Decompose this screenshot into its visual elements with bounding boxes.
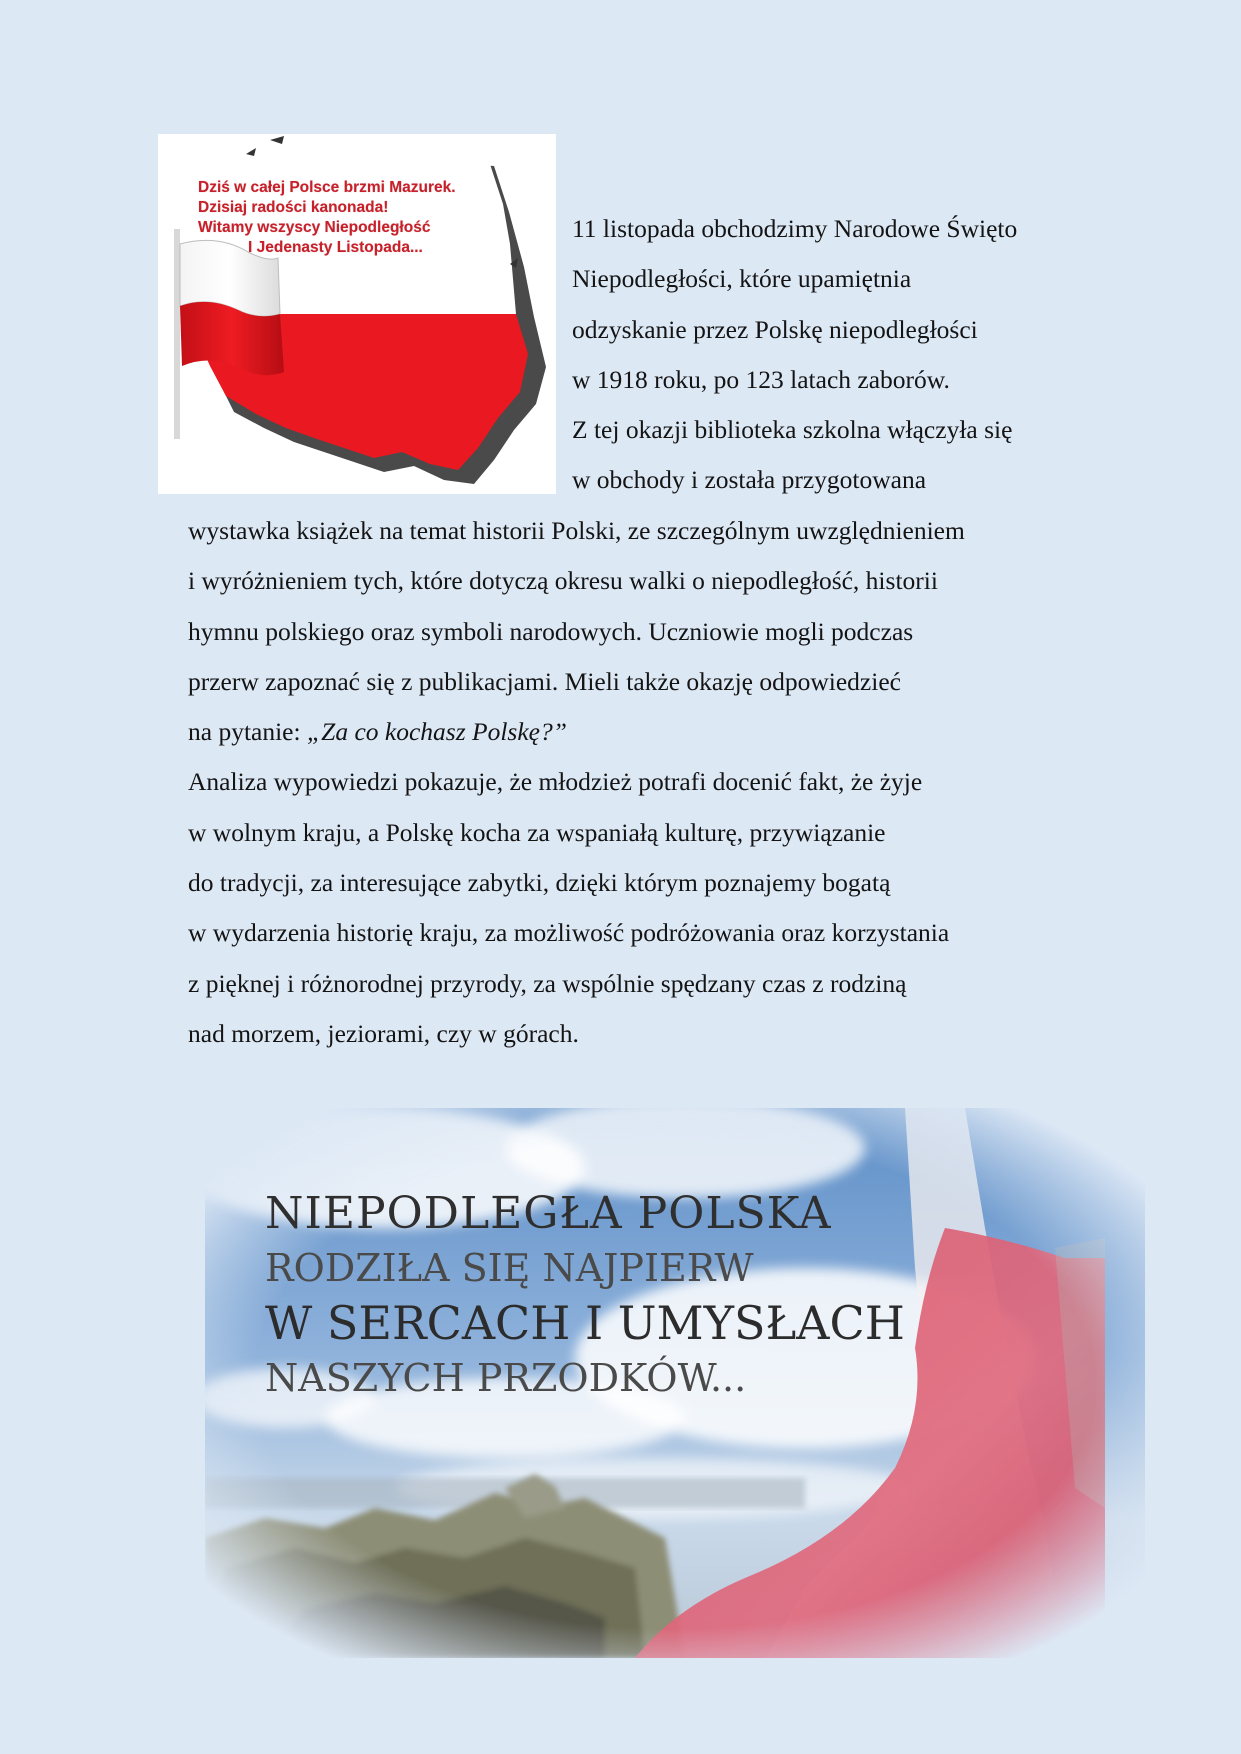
poem-line: Witamy wszyscy Niepodległość bbox=[198, 219, 431, 236]
banner-line: W SERCACH I UMYSŁACH bbox=[265, 1296, 905, 1350]
question-prefix: na pytanie: bbox=[188, 717, 307, 747]
banner-line: RODZIŁA SIĘ NAJPIERW bbox=[265, 1246, 754, 1290]
text-line: z pięknej i różnorodnej przyrody, za wspólnie spędzany czas z rodziną bbox=[188, 968, 907, 998]
question-line bbox=[188, 707, 965, 757]
text-line: Analiza wypowiedzi pokazuje, że młodzież potrafi docenić fakt, że żyje bbox=[188, 767, 923, 797]
poem-line: Dziś w całej Polsce brzmi Mazurek. bbox=[198, 179, 456, 196]
text-line: wystawka książek na temat historii Polski, ze szczególnym uwzględnieniem bbox=[188, 516, 965, 545]
intro-paragraph bbox=[572, 204, 1017, 506]
flag-pole bbox=[174, 229, 180, 439]
text-line: do tradycji, za interesujące zabytki, dzięki którym poznajemy bogatą bbox=[188, 868, 891, 898]
poem-line: I Jedenasty Listopada... bbox=[248, 239, 423, 256]
text-line: Z tej okazji biblioteka szkolna włączyła się bbox=[572, 415, 1013, 445]
banner-caption bbox=[265, 1186, 905, 1404]
text-line: w wydarzenia historię kraju, za możliwość podróżowania oraz korzystania bbox=[188, 918, 950, 948]
text-line: odzyskanie przez Polskę niepodległości bbox=[572, 314, 978, 344]
text-line: i wyróżnieniem tych, które dotyczą okresu walki o niepodległość, historii bbox=[188, 566, 938, 596]
independence-banner-image bbox=[205, 1108, 1145, 1658]
banner-line: NIEPODLEGŁA POLSKA bbox=[265, 1188, 832, 1239]
text-line: nad morzem, jeziorami, czy w górach. bbox=[188, 1018, 579, 1048]
poland-map-image bbox=[158, 134, 556, 494]
question-quote: „Za co kochasz Polskę?” bbox=[306, 717, 567, 747]
text-line: w wolnym kraju, a Polskę kocha za wspaniałą kulturę, przywiązanie bbox=[188, 817, 886, 847]
main-paragraph bbox=[188, 506, 965, 1059]
text-line: Niepodległości, które upamiętnia bbox=[572, 264, 912, 294]
text-line: hymnu polskiego oraz symboli narodowych. Uczniowie mogli podczas bbox=[188, 616, 914, 646]
text-line: 11 listopada obchodzimy Narodowe Święto bbox=[572, 214, 1018, 243]
text-line: w 1918 roku, po 123 latach zaborów. bbox=[572, 364, 950, 394]
text-line: w obchody i została przygotowana bbox=[572, 465, 927, 495]
text-line: przerw zapoznać się z publikacjami. Mieli także okazję odpowiedzieć bbox=[188, 666, 901, 696]
poem-text bbox=[198, 178, 456, 258]
banner-line: NASZYCH PRZODKÓW... bbox=[265, 1356, 747, 1400]
poem-line: Dzisiaj radości kanonada! bbox=[198, 199, 389, 216]
